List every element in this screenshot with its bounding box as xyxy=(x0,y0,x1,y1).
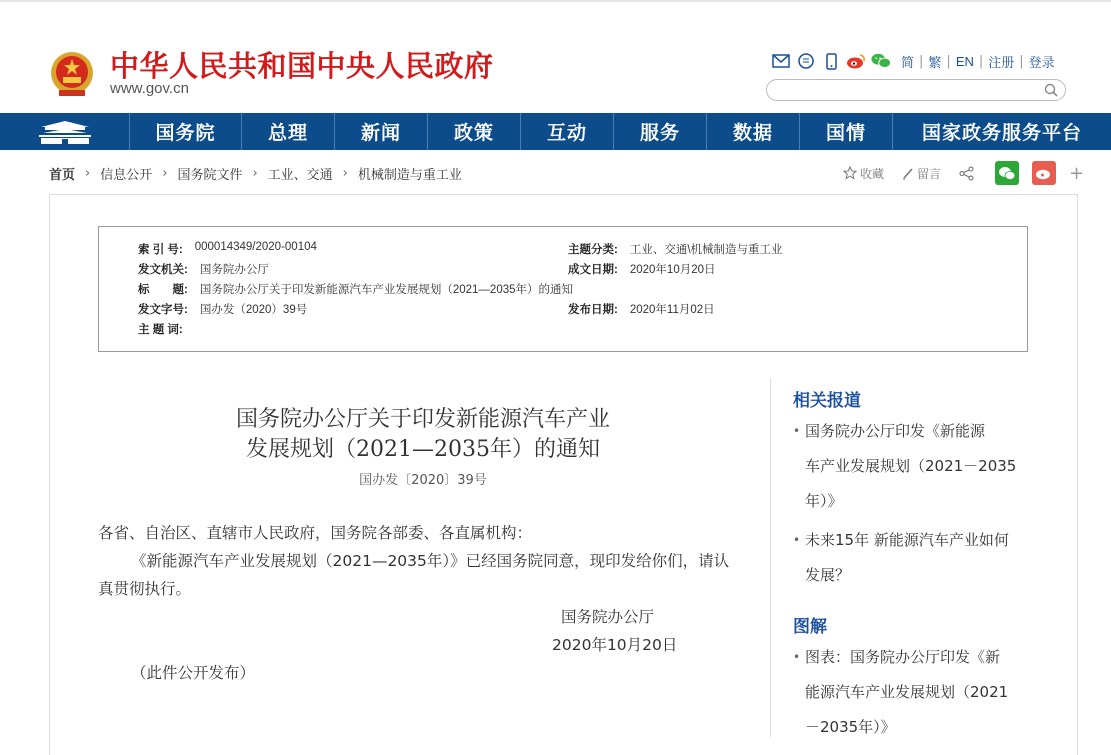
share-icon[interactable] xyxy=(959,166,977,181)
doc-number-label: 发文字号: xyxy=(138,304,188,316)
nav-item-policy[interactable]: 政策 xyxy=(428,113,521,150)
created-date-value: 2020年10月20日 xyxy=(629,264,716,276)
published-date-label: 发布日期: xyxy=(568,304,618,316)
more-share-icon[interactable]: + xyxy=(1069,162,1085,184)
article-title: 国务院办公厅关于印发新能源汽车产业 发展规划（2021—2035年）的通知 xyxy=(235,407,610,462)
related-report-link[interactable]: • 未来15年 新能源汽车产业如何 发展？ xyxy=(793,531,1009,584)
nav-home[interactable] xyxy=(0,113,130,150)
keywords-label: 主 题 词: xyxy=(138,324,183,336)
breadcrumb-home[interactable]: 首页 xyxy=(49,168,76,183)
breadcrumb-item[interactable]: 机械制造与重工业 xyxy=(357,168,462,183)
search-icon[interactable] xyxy=(1043,82,1059,98)
graphics-heading: 图解 xyxy=(793,617,827,637)
mobile-icon[interactable] xyxy=(821,51,841,71)
weibo-icon[interactable] xyxy=(846,51,866,71)
nav-item-data[interactable]: 数据 xyxy=(707,113,800,150)
top-border xyxy=(0,0,1111,2)
sidebar-divider xyxy=(770,378,771,737)
breadcrumb-item[interactable]: 工业、交通 xyxy=(267,168,333,183)
pencil-icon xyxy=(902,167,914,180)
chevron-right-icon: › xyxy=(85,166,91,181)
issuer-value: 国务院办公厅 xyxy=(199,264,269,276)
chevron-right-icon: › xyxy=(342,166,348,181)
login-link[interactable]: 登录 xyxy=(1028,54,1055,70)
comment-button[interactable]: 留言 xyxy=(902,165,941,182)
site-title[interactable]: 中华人民共和国中央人民政府 xyxy=(110,49,494,83)
nav-item-service-platform[interactable]: 国家政务服务平台 xyxy=(921,122,1082,144)
tiananmen-icon xyxy=(37,119,93,145)
chevron-right-icon: › xyxy=(252,166,258,181)
weibo-share-icon[interactable] xyxy=(1032,161,1056,185)
article-salutation: 各省、自治区、直辖市人民政府，国务院各部委、各直属机构： xyxy=(98,524,533,542)
related-reports-heading: 相关报道 xyxy=(793,391,861,411)
nav-item-news[interactable]: 新闻 xyxy=(335,113,428,150)
english-link[interactable]: EN xyxy=(955,53,974,69)
doc-number-value: 国办发（2020）39号 xyxy=(199,304,308,316)
main-nav xyxy=(0,113,1111,150)
category-label: 主题分类: xyxy=(568,244,618,256)
article-tools xyxy=(843,160,1084,186)
nav-item-state-council[interactable]: 国务院 xyxy=(130,113,242,150)
favorite-button[interactable]: 收藏 xyxy=(843,165,884,182)
title-label: 标 题: xyxy=(138,284,188,296)
breadcrumb xyxy=(49,164,470,183)
site-url: www.gov.cn xyxy=(110,80,189,97)
category-value: 工业、交通\机械制造与重工业 xyxy=(629,244,783,256)
search-input[interactable] xyxy=(766,79,1066,101)
mail-icon[interactable] xyxy=(771,51,791,71)
star-icon xyxy=(843,166,857,180)
register-link[interactable]: 注册 xyxy=(988,54,1015,70)
document-metadata xyxy=(98,226,1028,352)
chat-icon[interactable] xyxy=(796,51,816,71)
chevron-right-icon: › xyxy=(162,166,168,181)
article-date: 2020年10月20日 xyxy=(552,636,678,654)
article-body-line: 真贯彻执行。 xyxy=(98,580,192,598)
breadcrumb-item[interactable]: 国务院文件 xyxy=(177,168,243,183)
nav-item-services[interactable]: 服务 xyxy=(614,113,707,150)
index-label: 索 引 号: xyxy=(138,244,183,256)
nav-item-national-info[interactable]: 国情 xyxy=(800,113,893,150)
title-value: 国务院办公厅关于印发新能源汽车产业发展规划（2021—2035年）的通知 xyxy=(199,284,574,296)
traditional-link[interactable]: 繁 xyxy=(928,54,942,70)
utility-bar: 简 | 繁 | EN | 注册 | 登录 xyxy=(771,50,1060,72)
article-note: （此件公开发布） xyxy=(131,664,256,682)
simplified-link[interactable]: 简 xyxy=(901,54,915,70)
national-emblem-icon xyxy=(49,50,95,98)
article-signature: 国务院办公厅 xyxy=(561,608,655,626)
wechat-share-icon[interactable] xyxy=(995,161,1019,185)
issuer-label: 发文机关: xyxy=(138,264,188,276)
created-date-label: 成文日期: xyxy=(568,264,618,276)
graphic-link[interactable]: • 图表：国务院办公厅印发《新 能源汽车产业发展规划（2021 －2035年）》 xyxy=(793,648,1009,736)
index-value: 000014349/2020-00104 xyxy=(194,241,317,253)
related-report-link[interactable]: • 国务院办公厅印发《新能源 车产业发展规划（2021－2035 年）》 xyxy=(793,422,1017,510)
wechat-icon[interactable] xyxy=(871,51,891,71)
nav-item-premier[interactable]: 总理 xyxy=(242,113,335,150)
article-body-line: 《新能源汽车产业发展规划（2021—2035年）》已经国务院同意，现印发给你们，请认 xyxy=(131,552,730,570)
breadcrumb-item[interactable]: 信息公开 xyxy=(100,168,153,183)
nav-item-interaction[interactable]: 互动 xyxy=(521,113,614,150)
published-date-value: 2020年11月02日 xyxy=(629,304,715,316)
article-doc-number: 国办发〔2020〕39号 xyxy=(359,473,487,488)
